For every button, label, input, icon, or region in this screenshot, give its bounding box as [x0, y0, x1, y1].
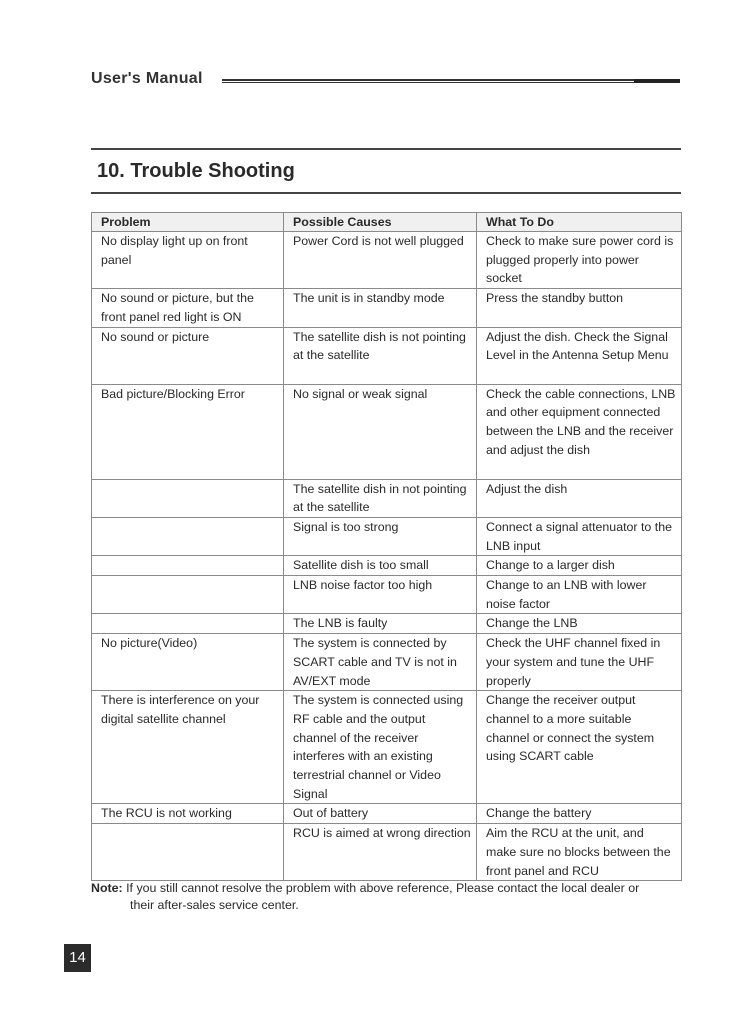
- manual-header-title: User's Manual: [91, 70, 203, 87]
- action-cell: Check to make sure power cord is plugged properly into power socket: [477, 232, 682, 289]
- action-cell: Change to an LNB with lower noise factor: [477, 576, 682, 614]
- cause-cell: No signal or weak signal: [284, 384, 477, 479]
- section-bottom-rule: [91, 192, 681, 194]
- action-cell: Change the LNB: [477, 614, 682, 634]
- cause-cell: Out of battery: [284, 804, 477, 824]
- action-cell: Check the UHF channel fixed in your system and tune the UHF properly: [477, 634, 682, 691]
- problem-cell: [92, 479, 284, 517]
- table-row: [92, 556, 682, 576]
- header-rule: [222, 79, 680, 83]
- action-cell: Change the battery: [477, 804, 682, 824]
- action-cell: Change to a larger dish: [477, 556, 682, 576]
- column-header-problem: Problem: [92, 213, 284, 232]
- problem-cell: There is interference on your digital satellite channel: [92, 691, 284, 804]
- table-row: [92, 691, 682, 804]
- action-cell: Change the receiver output channel to a more suitable channel or connect the system using SCART cable: [477, 691, 682, 804]
- problem-cell: [92, 556, 284, 576]
- action-cell: Aim the RCU at the unit, and make sure no blocks between the front panel and RCU: [477, 824, 682, 881]
- troubleshooting-table: [91, 212, 682, 881]
- cause-cell: Signal is too strong: [284, 517, 477, 555]
- action-cell: Connect a signal attenuator to the LNB input: [477, 517, 682, 555]
- note-block: [91, 880, 681, 914]
- table-row: [92, 384, 682, 479]
- table-row: [92, 576, 682, 614]
- action-cell: Adjust the dish: [477, 479, 682, 517]
- action-cell: Press the standby button: [477, 289, 682, 327]
- action-cell: Check the cable connections, LNB and other equipment connected between the LNB and the receiver and adjust the dish: [477, 384, 682, 479]
- problem-cell: No sound or picture, but the front panel red light is ON: [92, 289, 284, 327]
- problem-cell: Bad picture/Blocking Error: [92, 384, 284, 479]
- table-row: [92, 804, 682, 824]
- column-header-action: What To Do: [477, 213, 682, 232]
- cause-cell: Power Cord is not well plugged: [284, 232, 477, 289]
- problem-cell: [92, 517, 284, 555]
- cause-cell: The unit is in standby mode: [284, 289, 477, 327]
- cause-cell: LNB noise factor too high: [284, 576, 477, 614]
- header-rule-cap: [634, 79, 680, 83]
- cause-cell: Satellite dish is too small: [284, 556, 477, 576]
- cause-cell: RCU is aimed at wrong direction: [284, 824, 477, 881]
- table-row: [92, 327, 682, 384]
- problem-cell: No sound or picture: [92, 327, 284, 384]
- note-label: Note:: [91, 881, 123, 895]
- problem-cell: No picture(Video): [92, 634, 284, 691]
- action-cell: Adjust the dish. Check the Signal Level in the Antenna Setup Menu: [477, 327, 682, 384]
- problem-cell: [92, 614, 284, 634]
- table-row: [92, 289, 682, 327]
- table-row: [92, 824, 682, 881]
- note-text-line2: their after-sales service center.: [130, 898, 299, 912]
- note-text-line1: If you still cannot resolve the problem with above reference, Please contact the local dealer or: [122, 881, 640, 895]
- problem-cell: The RCU is not working: [92, 804, 284, 824]
- table-row: [92, 232, 682, 289]
- cause-cell: The LNB is faulty: [284, 614, 477, 634]
- cause-cell: The system is connected by SCART cable and TV is not in AV/EXT mode: [284, 634, 477, 691]
- cause-cell: The satellite dish is not pointing at the satellite: [284, 327, 477, 384]
- cause-cell: The system is connected using RF cable and the output channel of the receiver interferes with an existing terrestrial channel or Video Signal: [284, 691, 477, 804]
- table-row: [92, 517, 682, 555]
- section-top-rule: [91, 148, 681, 150]
- problem-cell: [92, 576, 284, 614]
- cause-cell: The satellite dish in not pointing at the satellite: [284, 479, 477, 517]
- problem-cell: No display light up on front panel: [92, 232, 284, 289]
- table-row: [92, 634, 682, 691]
- table-header-row: [92, 213, 682, 232]
- column-header-causes: Possible Causes: [284, 213, 477, 232]
- problem-cell: [92, 824, 284, 881]
- section-title: 10. Trouble Shooting: [97, 160, 295, 182]
- page-number-badge: 14: [64, 944, 91, 972]
- table-row: [92, 479, 682, 517]
- table-row: [92, 614, 682, 634]
